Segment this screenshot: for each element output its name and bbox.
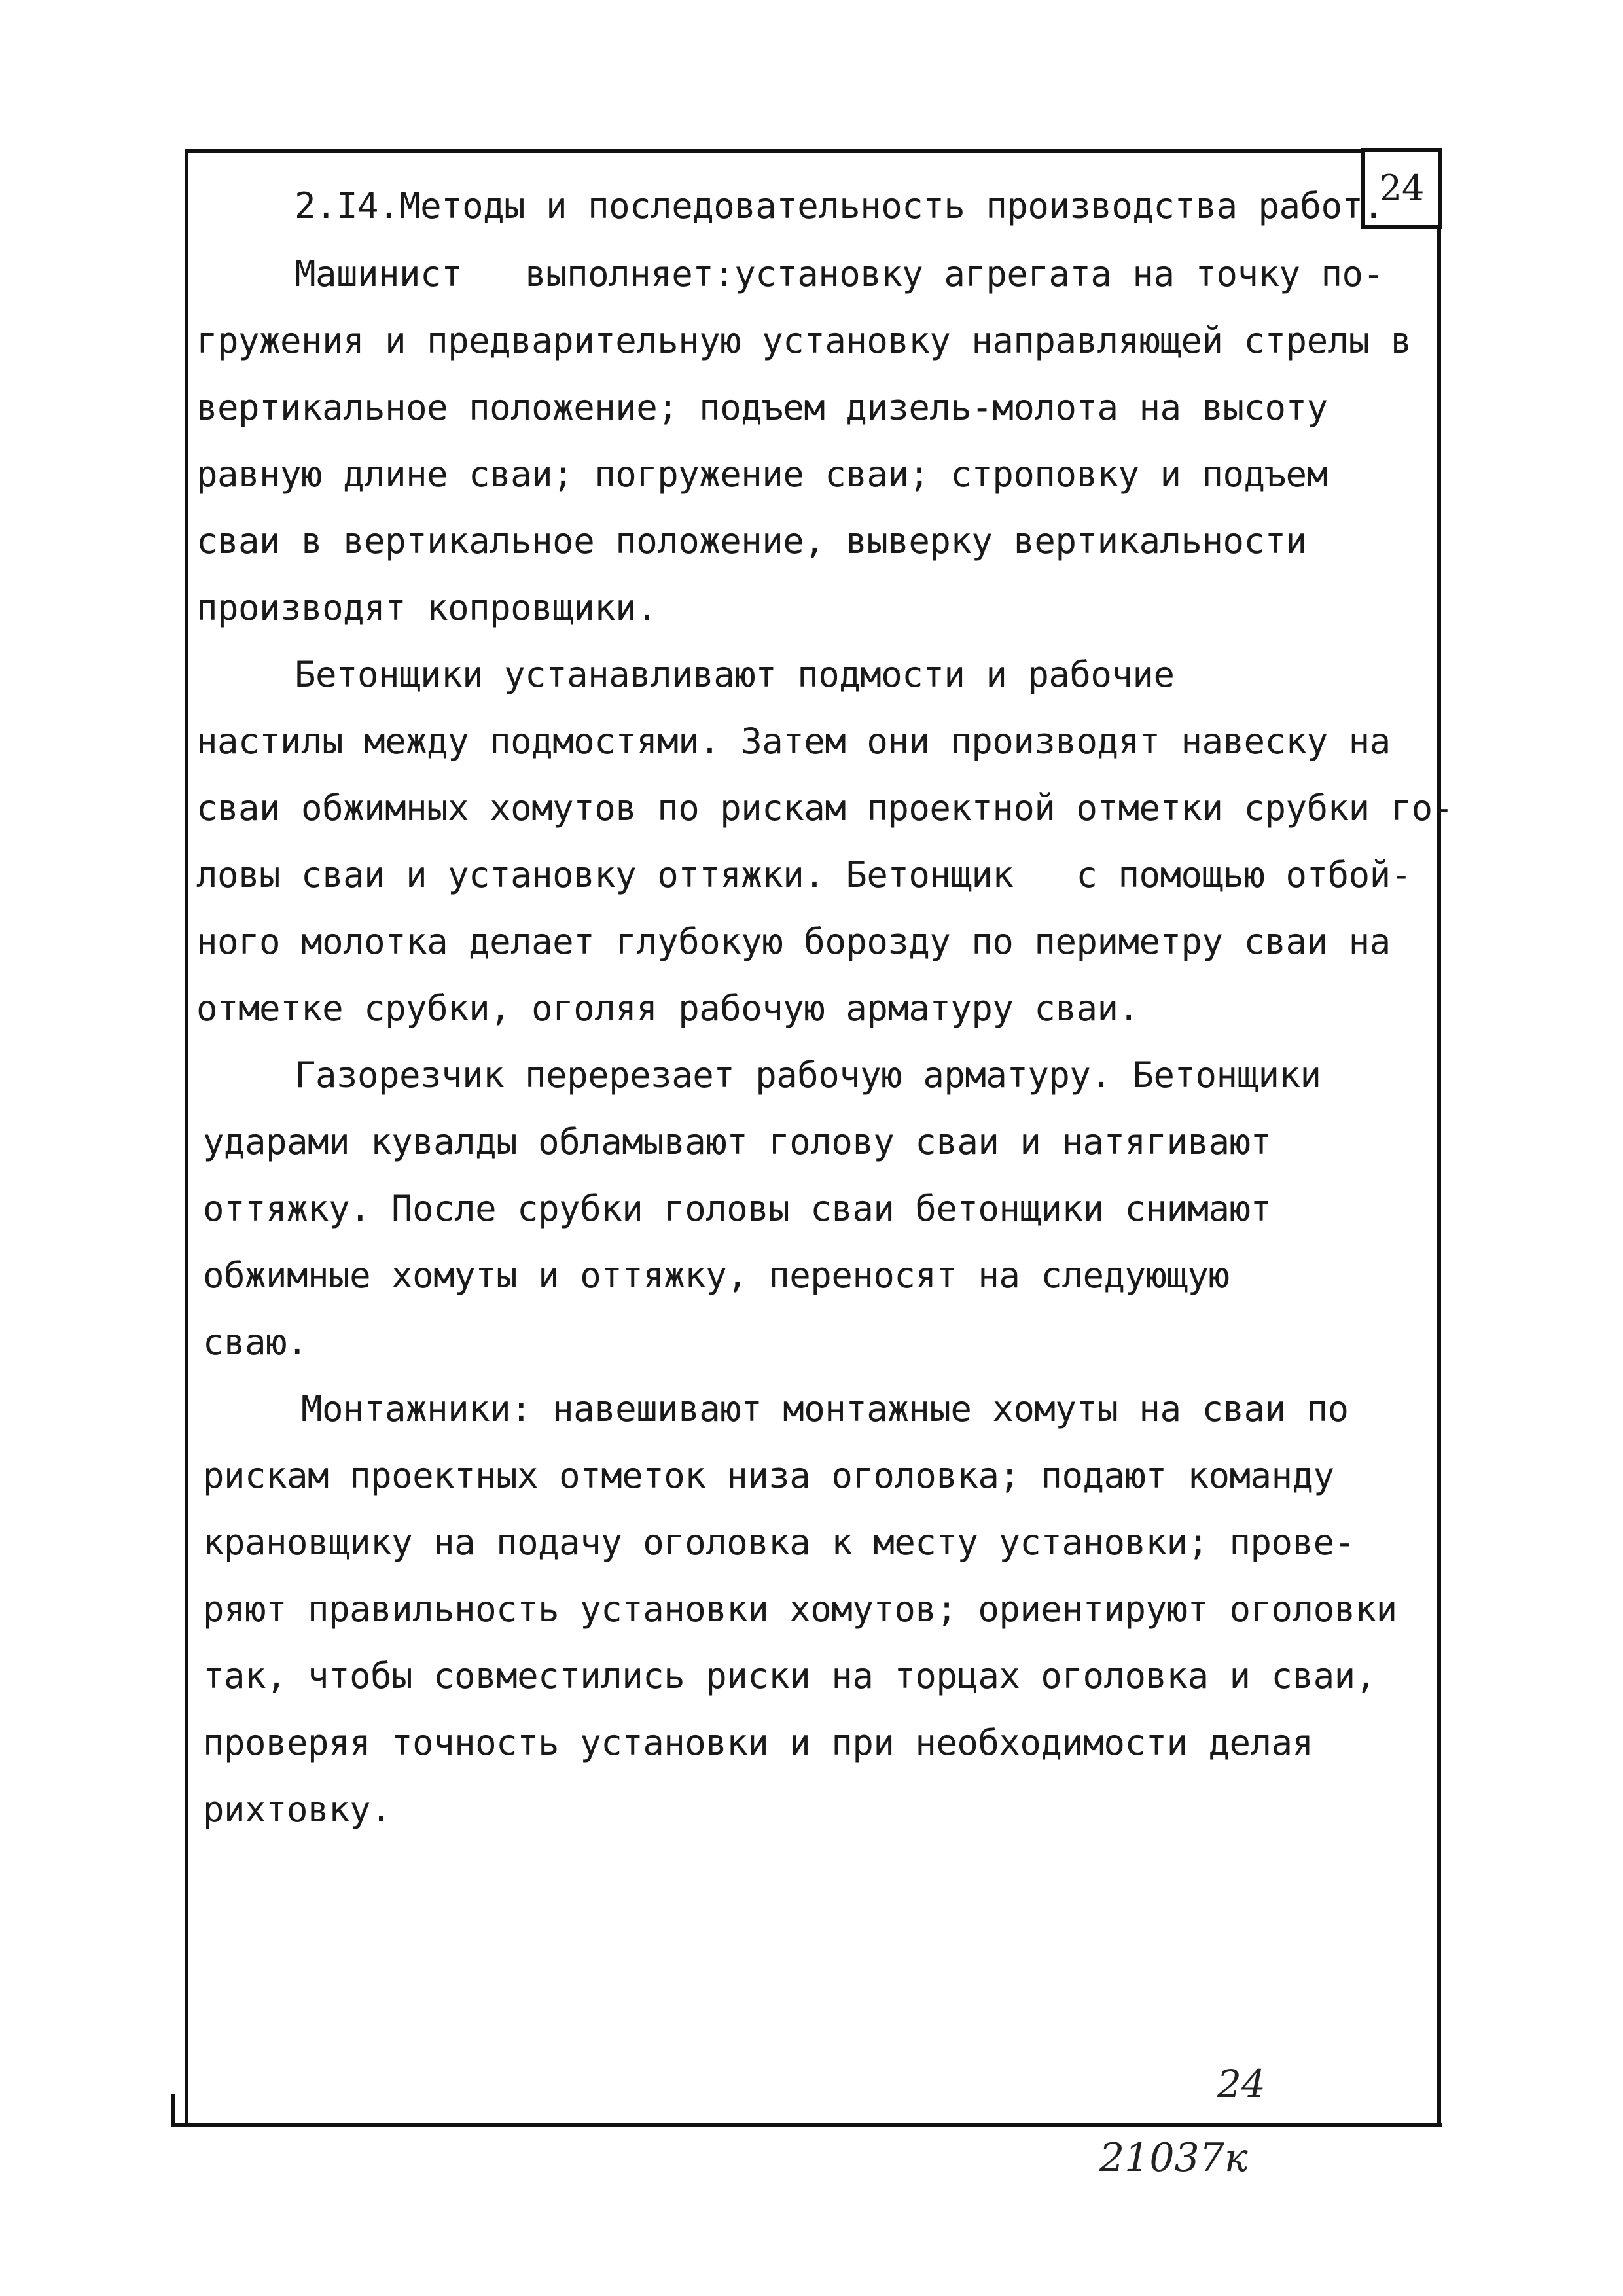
text-line: обжимные хомуты и оттяжку, переносят на следующую bbox=[203, 1255, 1230, 1296]
text-line: вертикальное положение; подъем дизель-молота на высоту bbox=[196, 387, 1328, 428]
text-line: сваи в вертикальное положение, выверку вертикальности bbox=[196, 520, 1307, 562]
text-line: настилы между подмостями. Затем они производят навеску на bbox=[196, 721, 1391, 762]
frame-bottom-rule bbox=[171, 2123, 1442, 2127]
handwritten-page-number: 24 bbox=[1217, 2062, 1266, 2106]
text-line: отметке срубки, оголяя рабочую арматуру сваи. bbox=[196, 988, 1139, 1029]
text-line: рискам проектных отметок низа оголовка; подают команду bbox=[203, 1455, 1334, 1496]
text-line: равную длине сваи; погружение сваи; строповку и подъем bbox=[196, 454, 1328, 495]
text-line: Монтажники: навешивают монтажные хомуты на сваи по bbox=[301, 1388, 1349, 1429]
text-line: Бетонщики устанавливают подмости и рабочие bbox=[294, 654, 1175, 695]
text-line: проверяя точность установки и при необходимости делая bbox=[203, 1722, 1313, 1763]
text-line: крановщику на подачу оголовка к месту установки; прове- bbox=[203, 1522, 1355, 1563]
text-line: ряют правильность установки хомутов; ориентируют оголовки bbox=[203, 1588, 1397, 1630]
text-line: ударами кувалды обламывают голову сваи и натягивают bbox=[203, 1121, 1272, 1162]
text-line: Газорезчик перерезает рабочую арматуру. Бетонщики bbox=[294, 1054, 1321, 1096]
handwritten-document-code: 21037к bbox=[1099, 2135, 1248, 2181]
text-line: Машинист выполняет:установку агрегата на точку по- bbox=[294, 253, 1384, 295]
text-line: ного молотка делает глубокую борозду по периметру сваи на bbox=[196, 921, 1391, 962]
text-line: гружения и предварительную установку направляющей стрелы в bbox=[196, 320, 1412, 361]
page-number: 24 bbox=[1379, 168, 1425, 209]
text-line: так, чтобы совместились риски на торцах оголовка и сваи, bbox=[203, 1655, 1376, 1696]
text-line: сваи обжимных хомутов по рискам проектной отметки срубки го- bbox=[196, 787, 1454, 829]
frame-corner-mark bbox=[171, 2094, 175, 2127]
text-line: рихтовку. bbox=[203, 1789, 392, 1830]
section-heading: 2.I4.Методы и последовательность производства работ. bbox=[294, 185, 1384, 226]
text-line: оттяжку. После срубки головы сваи бетонщики снимают bbox=[203, 1188, 1272, 1229]
text-line: ловы сваи и установку оттяжки. Бетонщик с помощью отбой- bbox=[196, 854, 1412, 895]
text-line: сваю. bbox=[203, 1321, 308, 1363]
text-line: производят копровщики. bbox=[196, 587, 658, 628]
